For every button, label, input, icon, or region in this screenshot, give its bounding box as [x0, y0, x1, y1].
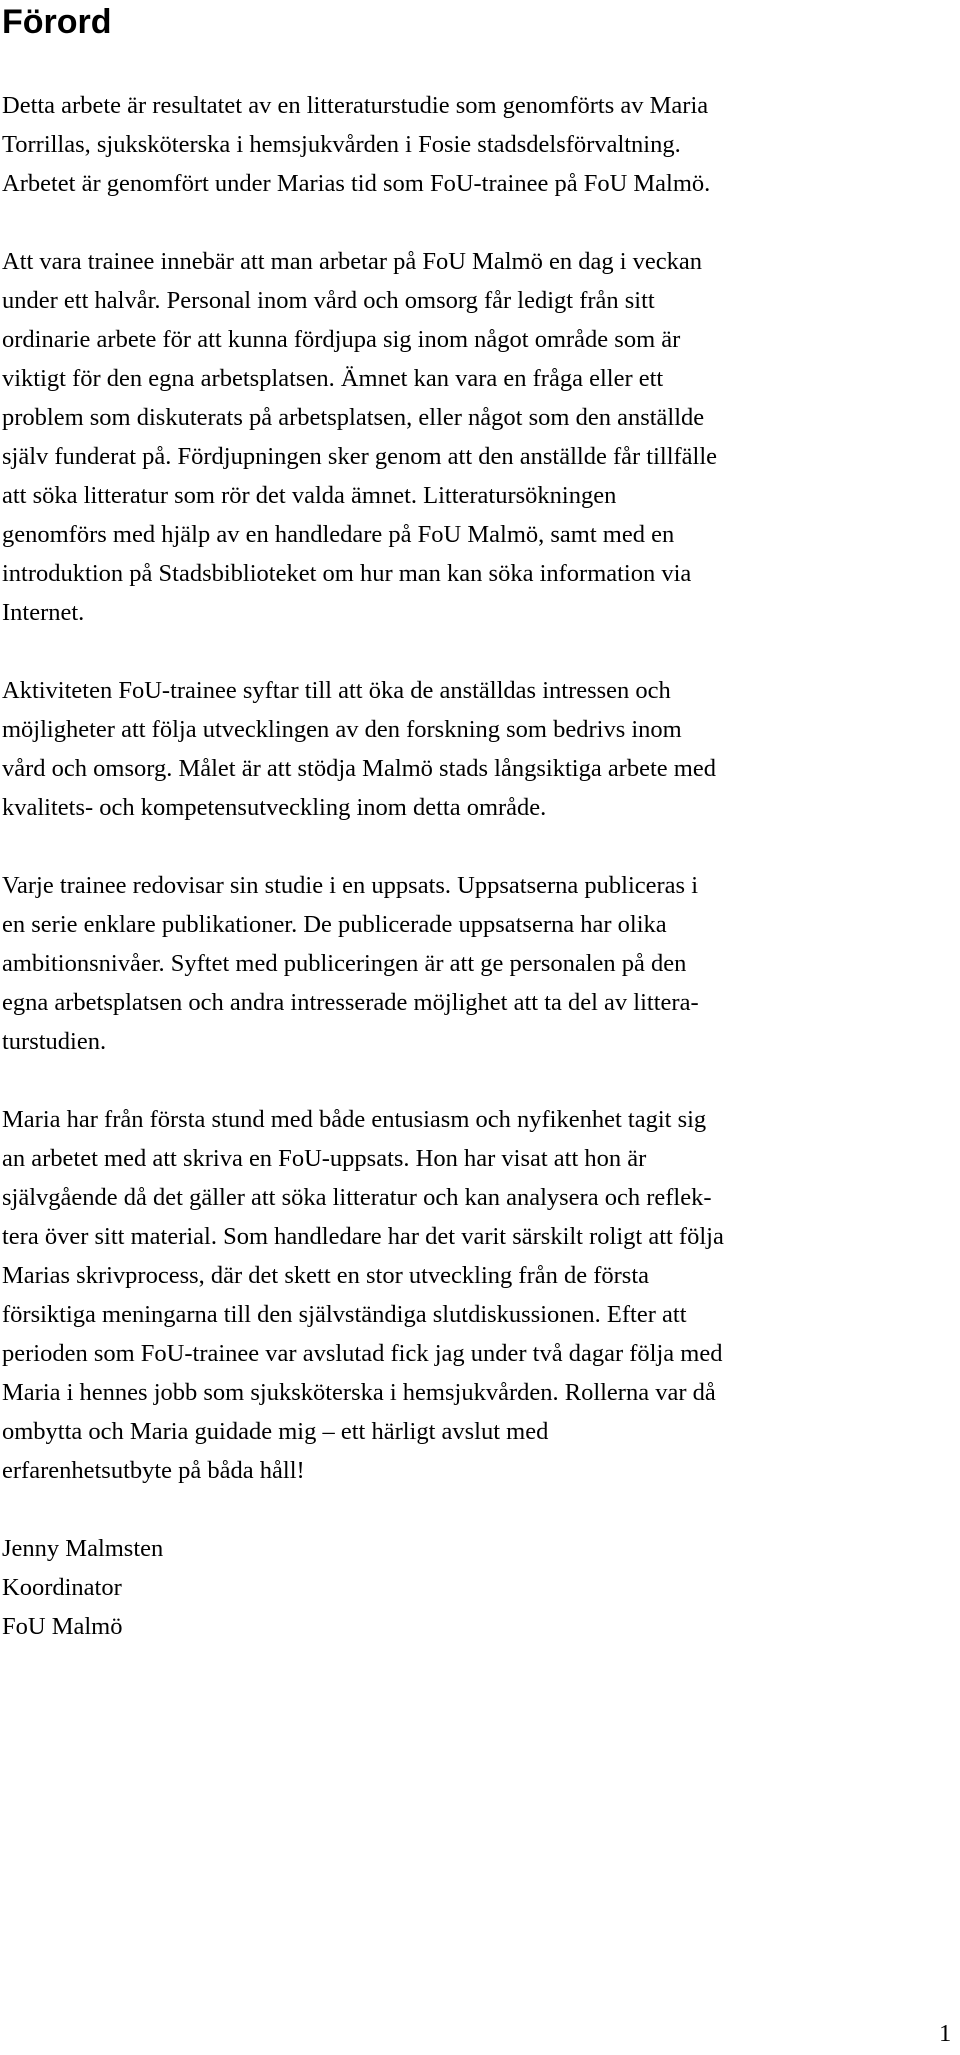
- text-line: Att vara trainee innebär att man arbetar på FoU Malmö en dag i veckan: [2, 248, 703, 275]
- text-line: möjligheter att följa utvecklingen av den forskning som bedrivs inom: [2, 716, 682, 743]
- paragraph-activity-goal: [2, 671, 937, 827]
- text-line: Detta arbete är resultatet av en litteraturstudie som genomförts av Maria: [2, 92, 709, 119]
- text-line: Maria i hennes jobb som sjuksköterska i hemsjukvården. Rollerna var då: [2, 1379, 716, 1406]
- page-number: 1: [939, 2020, 952, 2047]
- text-line: turstudien.: [2, 1028, 107, 1055]
- text-line: problem som diskuterats på arbetsplatsen, eller något som den anställde: [2, 404, 705, 431]
- text-line: kvalitets- och kompetensutveckling inom detta område.: [2, 794, 547, 821]
- text-line: an arbetet med att skriva en FoU-uppsats. Hon har visat att hon är: [2, 1145, 647, 1172]
- text-line: självgående då det gäller att söka litteratur och kan analysera och reflek-: [2, 1184, 712, 1211]
- paragraph-trainee-description: [2, 242, 937, 632]
- text-line: egna arbetsplatsen och andra intresserade möjlighet att ta del av littera-: [2, 989, 699, 1016]
- text-line: ambitionsnivåer. Syftet med publiceringen är att ge personalen på den: [2, 950, 687, 977]
- text-line: försiktiga meningarna till den självständiga slutdiskussionen. Efter att: [2, 1301, 687, 1328]
- text-line: själv funderat på. Fördjupningen sker genom att den anställde får tillfälle: [2, 443, 718, 470]
- text-line: en serie enklare publikationer. De publicerade uppsatserna har olika: [2, 911, 667, 938]
- text-line: under ett halvår. Personal inom vård och omsorg får ledigt från sitt: [2, 287, 655, 314]
- text-line: vård och omsorg. Målet är att stödja Malmö stads långsiktiga arbete med: [2, 755, 716, 782]
- paragraph-acknowledgement: [2, 1100, 937, 1490]
- text-line: Internet.: [2, 599, 85, 626]
- signature-role: Koordinator: [2, 1574, 122, 1601]
- text-line: tera över sitt material. Som handledare har det varit särskilt roligt att följa: [2, 1223, 724, 1250]
- text-line: Torrillas, sjuksköterska i hemsjukvården i Fosie stadsdelsförvaltning.: [2, 131, 681, 158]
- text-line: Varje trainee redovisar sin studie i en uppsats. Uppsatserna publiceras i: [2, 872, 699, 899]
- text-line: Aktiviteten FoU-trainee syftar till att öka de anställdas intressen och: [2, 677, 671, 704]
- document-body: [2, 86, 937, 1646]
- text-line: Maria har från första stund med både entusiasm och nyfikenhet tagit sig: [2, 1106, 707, 1133]
- paragraph-publication: [2, 866, 937, 1061]
- text-line: ordinarie arbete för att kunna fördjupa sig inom något område som är: [2, 326, 681, 353]
- signature-name: Jenny Malmsten: [2, 1535, 164, 1562]
- paragraph-intro: [2, 86, 937, 203]
- text-line: introduktion på Stadsbiblioteket om hur man kan söka information via: [2, 560, 692, 587]
- signature-block: [2, 1529, 937, 1646]
- text-line: att söka litteratur som rör det valda ämnet. Litteratursökningen: [2, 482, 617, 509]
- text-line: Arbetet är genomfört under Marias tid som FoU-trainee på FoU Malmö.: [2, 170, 711, 197]
- text-line: ombytta och Maria guidade mig – ett härligt avslut med: [2, 1418, 549, 1445]
- signature-organization: FoU Malmö: [2, 1613, 123, 1640]
- page-title: Förord: [2, 3, 112, 41]
- text-line: perioden som FoU-trainee var avslutad fick jag under två dagar följa med: [2, 1340, 723, 1367]
- text-line: Marias skrivprocess, där det skett en stor utveckling från de första: [2, 1262, 650, 1289]
- text-line: erfarenhetsutbyte på båda håll!: [2, 1457, 305, 1484]
- text-line: genomförs med hjälp av en handledare på FoU Malmö, samt med en: [2, 521, 675, 548]
- text-line: viktigt för den egna arbetsplatsen. Ämnet kan vara en fråga eller ett: [2, 365, 664, 392]
